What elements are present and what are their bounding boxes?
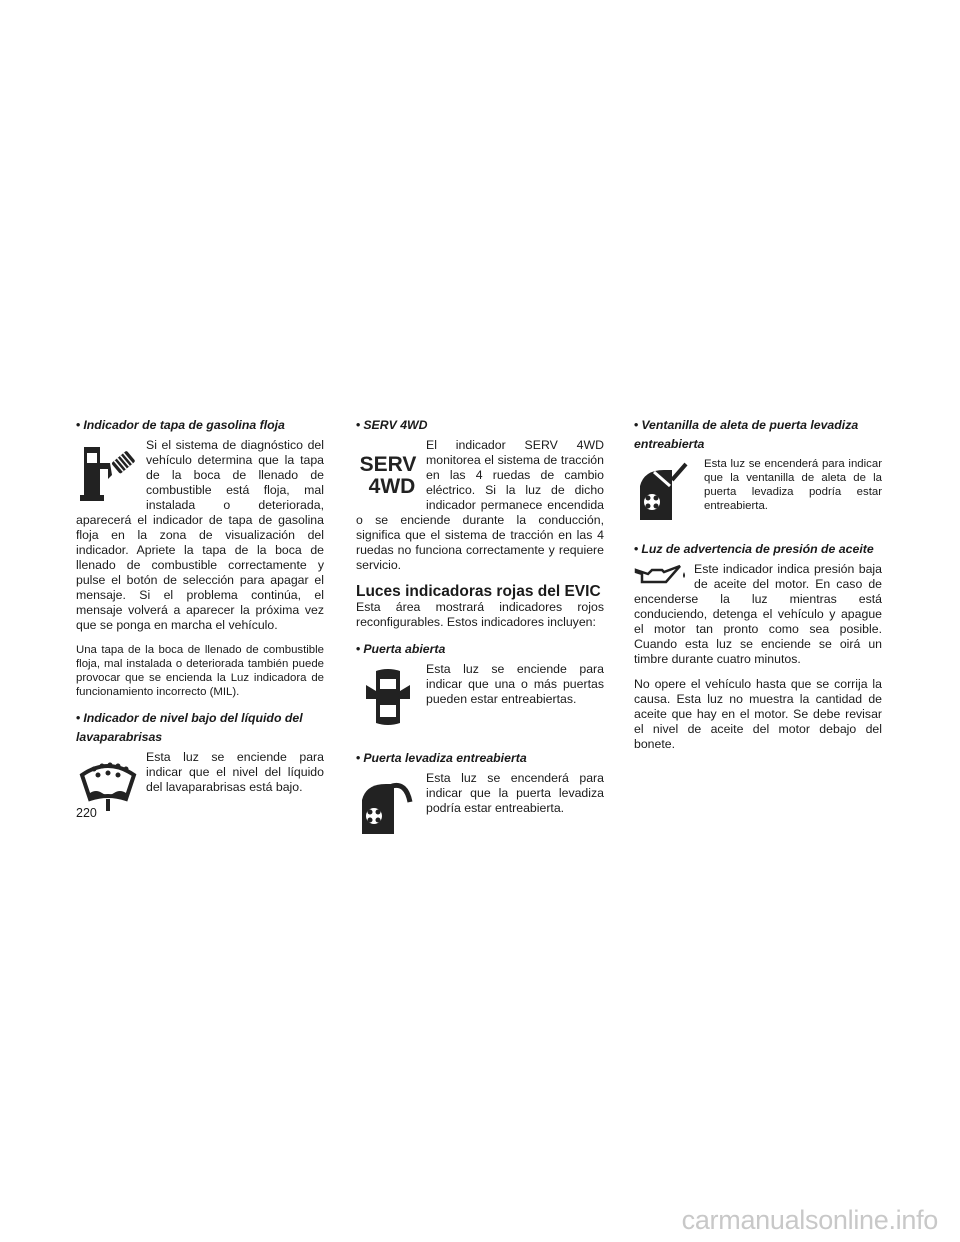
washer-fluid-title: Indicador de nivel bajo del líquido del lavaparabrisas <box>76 711 303 744</box>
serv-4wd-title: SERV 4WD <box>363 418 428 432</box>
oil-pressure-icon <box>634 562 688 588</box>
bullet: • <box>356 751 361 765</box>
bullet: • <box>356 418 361 432</box>
liftgate-flipper-glass-icon <box>634 460 698 524</box>
door-open-text: Esta luz se enciende para indicar que una o más puertas pueden estar entreabiertas. <box>426 662 604 706</box>
washer-fluid-section <box>76 709 324 795</box>
loose-fuel-cap-icon <box>76 441 140 505</box>
bullet: • <box>76 418 81 432</box>
watermark: carmanualsonline.info <box>681 1205 938 1235</box>
washer-fluid-heading <box>76 709 324 747</box>
oil-pressure-heading <box>634 540 882 559</box>
serv-4wd-icon <box>356 441 420 505</box>
serv-icon-label: SERV <box>359 453 417 476</box>
bullet: • <box>356 642 361 656</box>
4wd-icon-label: 4WD <box>368 475 416 498</box>
flipper-glass-section <box>634 416 882 513</box>
liftgate-text: Esta luz se encenderá para indicar que la puerta levadiza podría estar entreabierta. <box>426 771 604 815</box>
fuel-cap-heading <box>76 416 324 435</box>
door-open-icon <box>356 665 420 729</box>
door-open-heading <box>356 640 604 659</box>
section-title: Luces indicadoras rojas del EVIC <box>356 583 601 600</box>
door-open-title: Puerta abierta <box>363 642 446 656</box>
liftgate-title: Puerta levadiza entreabierta <box>363 751 527 765</box>
column-left <box>76 416 324 819</box>
fuel-cap-title: Indicador de tapa de gasolina floja <box>83 418 285 432</box>
washer-fluid-text: Esta luz se enciende para indicar que el nivel del líquido del lavaparabrisas está bajo. <box>146 750 324 794</box>
serv-4wd-text: El indicador SERV 4WD monitorea el sistema de tracción en las 4 ruedas de cambio eléctrico. Si la luz de dicho indicador permanece encendida o se enciende durante la conducción, significa que el sistema de tracción en las 4 ruedas no funciona correctamente y requiere servicio. <box>356 438 604 572</box>
bullet: • <box>76 711 81 725</box>
bullet: • <box>634 542 639 556</box>
bullet: • <box>634 418 639 432</box>
flipper-glass-text: Esta luz se encenderá para indicar que la ventanilla de aleta de la puerta levadiza podría estar entreabierta. <box>704 458 882 512</box>
liftgate-heading <box>356 749 604 768</box>
oil-pressure-section <box>634 526 882 752</box>
oil-pressure-text-2: No opere el vehículo hasta que se corrija la causa. Esta luz no muestra la cantidad de aceite que hay en el motor. Se debe revisar el nivel de aceite del motor debajo del bonete. <box>634 677 882 751</box>
serv-4wd-heading <box>356 416 604 435</box>
oil-pressure-text: Este indicador indica presión baja de aceite del motor. En caso de encenderse la luz mientras está conduciendo, detenga el vehículo y apague el motor tan pronto como sea posible. Cuando esta luz se enciende se oirá un timbre durante cuatro minutos. <box>634 562 882 666</box>
liftgate-section <box>356 731 604 816</box>
flipper-glass-heading <box>634 416 882 454</box>
fuel-cap-text-2: Una tapa de la boca de llenado de combustible floja, mal instalada o deteriorada también puede provocar que se encienda la Luz indicadora de funcionamiento incorrecto (MIL). <box>76 644 324 698</box>
page-number: 220 <box>76 806 97 820</box>
liftgate-ajar-icon <box>356 774 420 838</box>
column-middle <box>356 416 604 840</box>
flipper-glass-title: Ventanilla de aleta de puerta levadiza entreabierta <box>634 418 859 451</box>
column-right <box>634 416 882 762</box>
serv-4wd-section <box>356 416 604 573</box>
door-open-section <box>356 640 604 707</box>
fuel-cap-text: Si el sistema de diagnóstico del vehículo determina que la tapa de la boca de llenado de combustible está floja, mal instalada o deteriorada, aparecerá el indicador de tapa de gasolina floja en la zona de visualización del indicador. Apriete la tapa de la boca de llenado de combustible correctamente y pulse el botón de selección para apagar el mensaje. Si el problema continúa, el mensaje volverá a aparecer la próxima vez que se ponga en marcha el vehículo. <box>76 438 324 632</box>
section-intro: Esta área mostrará indicadores rojos reconfigurables. Estos indicadores incluyen: <box>356 600 604 629</box>
fuel-cap-section <box>76 416 324 699</box>
oil-pressure-title: Luz de advertencia de presión de aceite <box>641 542 874 556</box>
